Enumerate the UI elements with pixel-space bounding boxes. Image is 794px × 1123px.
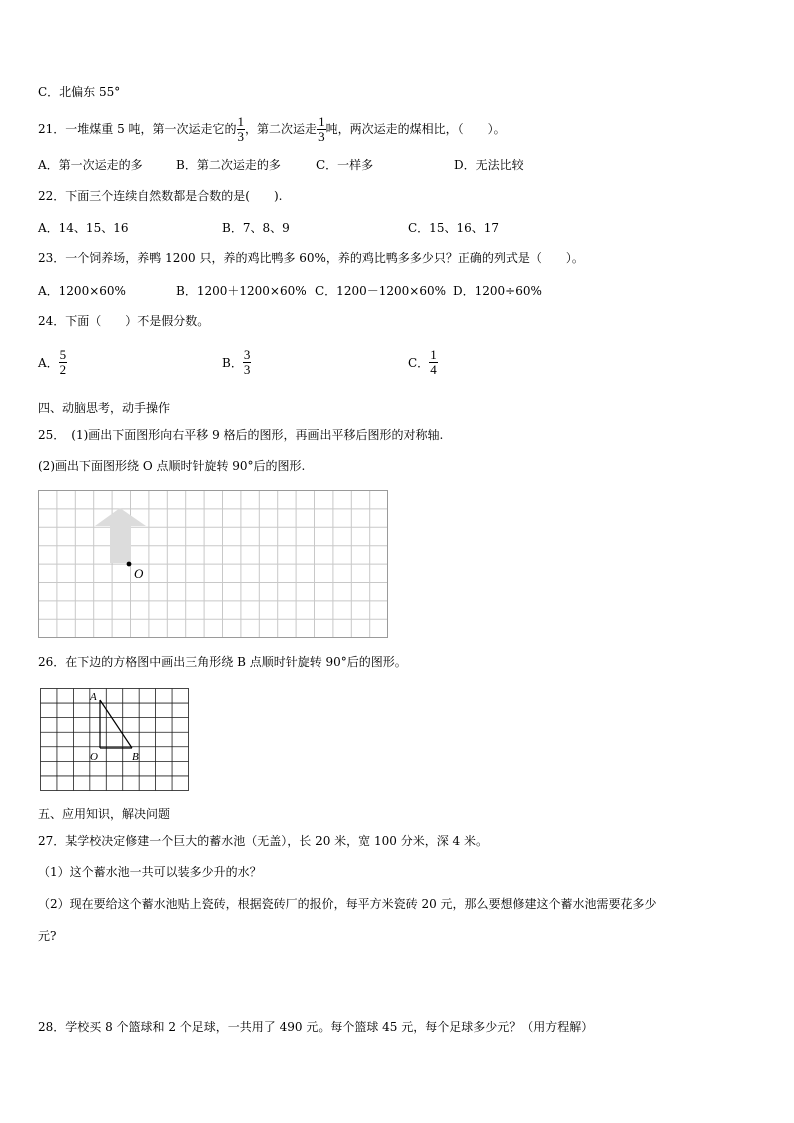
q22-option-b: B．7、8、9 [222,221,290,235]
q25-grid-svg [38,490,388,640]
q26-triangle-side-ab [100,700,132,748]
q23-option-a: A．1200×60% [38,284,126,298]
q21-fraction-1 [237,115,246,144]
q25-line-1: 25． (1)画出下面图形向右平移 9 格后的图形，再画出平移后图形的对称轴. [38,428,444,442]
q25-grid-lines [38,490,388,638]
q21-text-3: 吨，两次运走的煤相比，（ ）。 [325,122,506,136]
q24-option-b-fraction [243,348,252,377]
q25-line-2: (2)画出下面图形绕 O 点顺时针旋转 90°后的图形. [38,459,306,473]
q21-option-b: B．第二次运走的多 [176,158,281,172]
q23-option-b: B．1200＋1200×60% [176,284,307,298]
q23-option-d: D．1200÷60% [453,284,542,298]
q24-option-c-fraction [429,348,438,377]
q21-text-1: 21．一堆煤重 5 吨，第一次运走它的 [38,122,237,136]
q24-option-a [38,348,67,377]
q21-option-a: A．第一次运走的多 [38,158,143,172]
q24-c-numerator: 1 [430,347,437,362]
q24-option-b-label: B． [222,356,243,370]
q21-frac2-denominator: 3 [318,129,325,144]
q22-option-a: A．14、15、16 [38,221,129,235]
section-5-heading: 五、应用知识，解决问题 [38,807,171,821]
q21-fraction-2 [317,115,326,144]
q24-option-a-fraction [59,348,68,377]
q27-stem: 27．某学校决定修建一个巨大的蓄水池（无盖），长 20 米，宽 100 分米，深 4 米。 [38,834,488,848]
q22-stem: 22．下面三个连续自然数都是合数的是( ). [38,189,283,203]
q21-stem [38,114,506,144]
q27-sub-2-line-b: 元? [38,929,57,943]
q24-b-denominator: 3 [243,362,251,377]
q26-label-o: O [90,751,98,763]
q24-option-c-label: C． [408,356,430,370]
q20-option-c: C．北偏东 55° [38,85,121,99]
q21-text-2: ，第二次运走 [245,122,318,136]
q21-frac2-numerator: 1 [318,114,325,129]
q22-option-c: C．15、16、17 [408,221,499,235]
q26-grid-border [41,689,189,791]
q23-option-c: C．1200－1200×60% [315,284,446,298]
q25-grid-figure [38,490,388,643]
q21-frac1-numerator: 1 [237,114,245,129]
q26-label-b: B [132,751,139,763]
q24-a-numerator: 5 [59,347,67,362]
q24-b-numerator: 3 [243,347,251,362]
q24-a-denominator: 2 [59,362,67,377]
q24-stem: 24．下面（ ）不是假分数。 [38,314,210,328]
q26-label-a: A [90,691,97,703]
q24-option-c [408,348,438,377]
q24-option-b [222,348,251,377]
q26-grid-svg [38,686,194,796]
q21-option-c: C．一样多 [316,158,374,172]
q27-sub-2-line-a: （2）现在要给这个蓄水池贴上瓷砖，根据瓷砖厂的报价，每平方米瓷砖 20 元，那么要想修建这个蓄水池需要花多少 [38,897,657,911]
q26-stem: 26．在下边的方格图中画出三角形绕 B 点顺时针旋转 90°后的图形。 [38,655,407,669]
q26-grid-lines [41,689,189,791]
q27-sub-1: （1）这个蓄水池一共可以装多少升的水？ [38,865,262,879]
q21-option-d: D．无法比较 [454,158,524,172]
q25-point-o [127,562,132,567]
q24-option-a-label: A． [38,356,59,370]
q23-stem: 23．一个饲养场，养鸭 1200 只，养的鸡比鸭多 60%，养的鸡比鸭多多少只？正确的列式是（ ）。 [38,251,584,265]
q25-arrow-shape [95,508,146,563]
q25-point-o-label: O [134,566,144,581]
q21-frac1-denominator: 3 [237,129,245,144]
q28-stem: 28．学校买 8 个篮球和 2 个足球，一共用了 490 元。每个篮球 45 元，每个足球多少元？（用方程解） [38,1020,594,1034]
q24-c-denominator: 4 [430,362,437,377]
q26-grid-figure [38,686,194,799]
section-4-heading: 四、动脑思考，动手操作 [38,401,171,415]
